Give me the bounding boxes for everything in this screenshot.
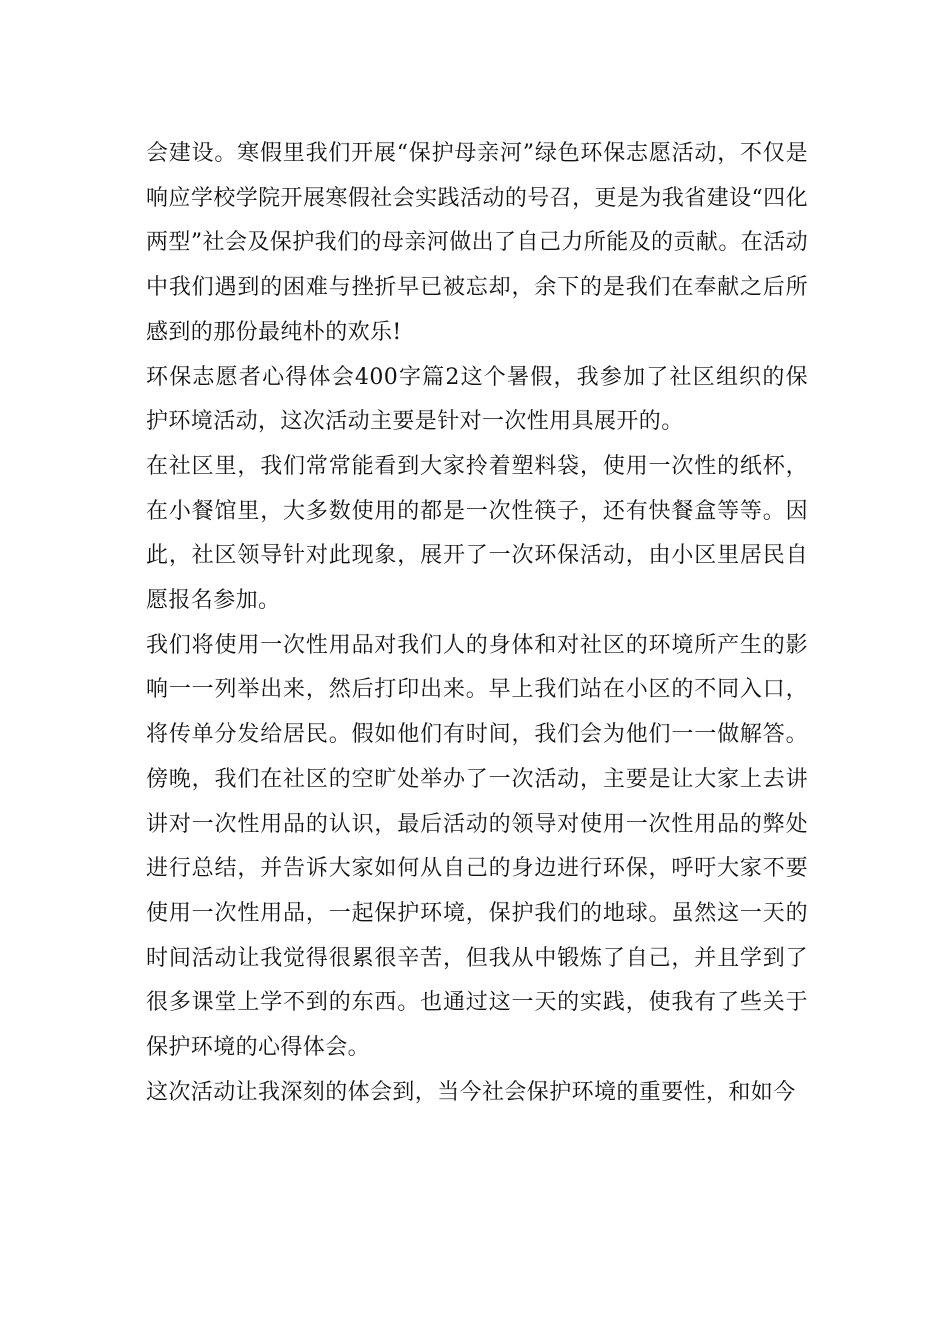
document-body: [146, 132, 808, 1115]
paragraph-5: 这次活动让我深刻的体会到，当今社会保护环境的重要性，和如今: [146, 1079, 796, 1105]
paragraph-2: 环保志愿者心得体会400字篇2这个暑假，我参加了社区组织的保护环境活动，这次活动主要是针对一次性用具展开的。: [146, 364, 808, 435]
paragraph-4: 我们将使用一次性用品对我们人的身体和对社区的环境所产生的影响一一列举出来，然后打印出来。早上我们站在小区的不同入口，将传单分发给居民。假如他们有时间，我们会为他们一一做解答。傍晚，我们在社区的空旷处举办了一次活动，主要是让大家上去讲讲对一次性用品的认识，最后活动的领导对使用一次性用品的弊处进行总结，并告诉大家如何从自己的身边进行环保，呼吁大家不要使用一次性用品，一起保护环境，保护我们的地球。虽然这一天的时间活动让我觉得很累很辛苦，但我从中锻炼了自己，并且学到了很多课堂上学不到的东西。也通过这一天的实践，使我有了些关于保护环境的心得体会。: [146, 632, 808, 1061]
paragraph-3: 在社区里，我们常常能看到大家拎着塑料袋，使用一次性的纸杯，在小餐馆里，大多数使用的都是一次性筷子，还有快餐盒等等。因此，社区领导针对此现象，展开了一次环保活动，由小区里居民自愿报名参加。: [146, 453, 808, 614]
paragraph-1: 会建设。寒假里我们开展“保护母亲河”绿色环保志愿活动，不仅是响应学校学院开展寒假社会实践活动的号召，更是为我省建设“四化两型”社会及保护我们的母亲河做出了自己力所能及的贡献。在活动中我们遇到的困难与挫折早已被忘却，余下的是我们在奉献之后所感到的那份最纯朴的欢乐!: [146, 141, 808, 345]
